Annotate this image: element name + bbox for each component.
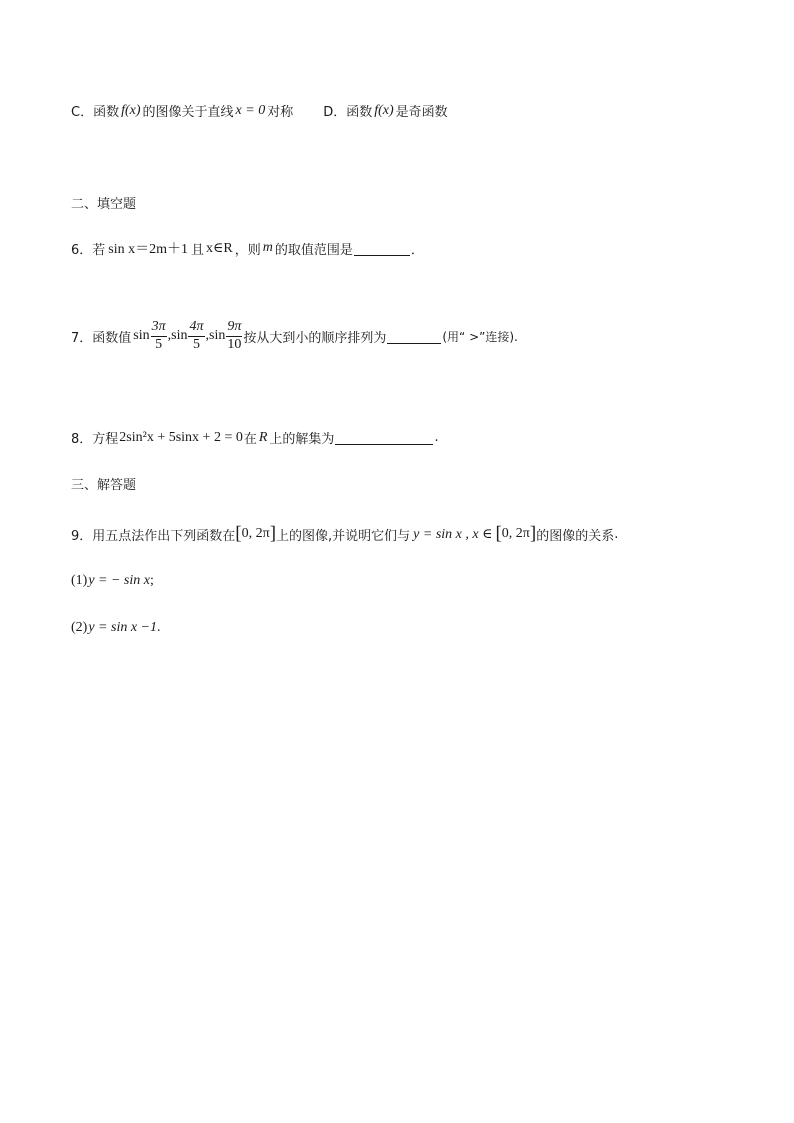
q7-fraction-1-numerator: 3π [151, 320, 167, 337]
question-9-part-1 [71, 573, 154, 589]
q8-tail: 上的解集为 [269, 432, 335, 447]
q7-text: 按从大到小的顺序排列为 [243, 330, 387, 346]
option-d-function: f(x) [374, 102, 394, 118]
q8-number: 8．方程 [71, 432, 119, 447]
question-9-part-2 [71, 620, 161, 636]
option-c-text: 的图像关于直线 [142, 105, 234, 120]
question-9 [71, 523, 618, 545]
q8-equation: 2sin²x + 5sinx + 2 = 0 [119, 429, 243, 445]
q7-sin-2: sin [171, 328, 188, 344]
q8-end: . [434, 430, 439, 445]
option-d-label: D．函数 [323, 105, 373, 120]
part-1-expression: y = − sin x [88, 573, 150, 588]
q9-function: y = sin x , x ∈ [413, 526, 493, 542]
q9-number: 9．用五点法作出下列函数在 [71, 528, 236, 544]
q9-text1: 上的图像,并说明它们与 [276, 528, 411, 544]
left-bracket: [ [235, 523, 242, 544]
question-7 [71, 320, 518, 352]
q7-fraction-2 [188, 320, 204, 352]
q7-number: 7．函数值 [71, 330, 132, 346]
q6-text: ，则 [234, 242, 261, 258]
q7-fraction-1 [151, 320, 167, 352]
q6-condition: x∈R [206, 240, 233, 256]
q8-answer-blank[interactable] [335, 430, 433, 445]
q6-tail: 的取值范围是 [274, 242, 353, 258]
q8-mid: 在 [243, 432, 257, 447]
q7-answer-blank[interactable] [387, 329, 441, 344]
q7-hint: (用“ >”连接). [442, 329, 518, 344]
question-6 [71, 238, 424, 258]
part-1-end: ; [150, 573, 154, 588]
q6-end: ． [410, 242, 424, 258]
q7-fraction-2-numerator: 4π [188, 320, 204, 337]
q6-answer-blank[interactable] [354, 241, 410, 256]
q6-expression: sin x＝2m＋1 [108, 242, 189, 257]
right-bracket: ] [529, 523, 537, 544]
q9-text2: 的图像的关系 [536, 528, 615, 544]
q7-fraction-3-denominator: 10 [227, 336, 242, 352]
q9-interval-2: 0, 2π [501, 526, 530, 541]
option-d-text: 是奇函数 [395, 105, 448, 120]
q7-fraction-3 [226, 320, 242, 352]
q9-interval: 0, 2π [241, 526, 270, 541]
left-bracket: [ [495, 523, 502, 544]
q9-end: . [614, 526, 619, 542]
section-answer-title: 三、解答题 [71, 478, 137, 493]
part-2-label: (2) [71, 620, 88, 635]
q7-sin-1: sin [133, 328, 150, 344]
q7-fraction-3-numerator: 9π [226, 320, 242, 337]
q7-comma-2: , [205, 328, 209, 344]
part-1-label: (1) [71, 573, 88, 588]
right-bracket: ] [269, 523, 277, 544]
option-c-function: f(x) [121, 102, 141, 118]
q6-variable: m [262, 240, 273, 255]
option-c-label: C．函数 [71, 105, 120, 120]
option-c-equation: x = 0 [235, 102, 266, 118]
q6-number: 6．若 [71, 242, 106, 258]
q5-options-line [71, 101, 448, 120]
part-2-expression: y = sin x −1 [88, 620, 157, 635]
section-fill-in-title: 二、填空题 [71, 197, 137, 212]
q7-fraction-2-denominator: 5 [192, 336, 200, 352]
q7-sin-3: sin [209, 328, 226, 344]
question-8 [71, 428, 439, 447]
q7-fraction-1-denominator: 5 [155, 336, 163, 352]
q6-mid: 且 [191, 242, 205, 258]
option-c-text-end: 对称 [267, 105, 294, 120]
part-2-end: . [157, 620, 161, 635]
q7-comma-1: , [167, 328, 172, 344]
q8-variable: R [258, 429, 268, 445]
